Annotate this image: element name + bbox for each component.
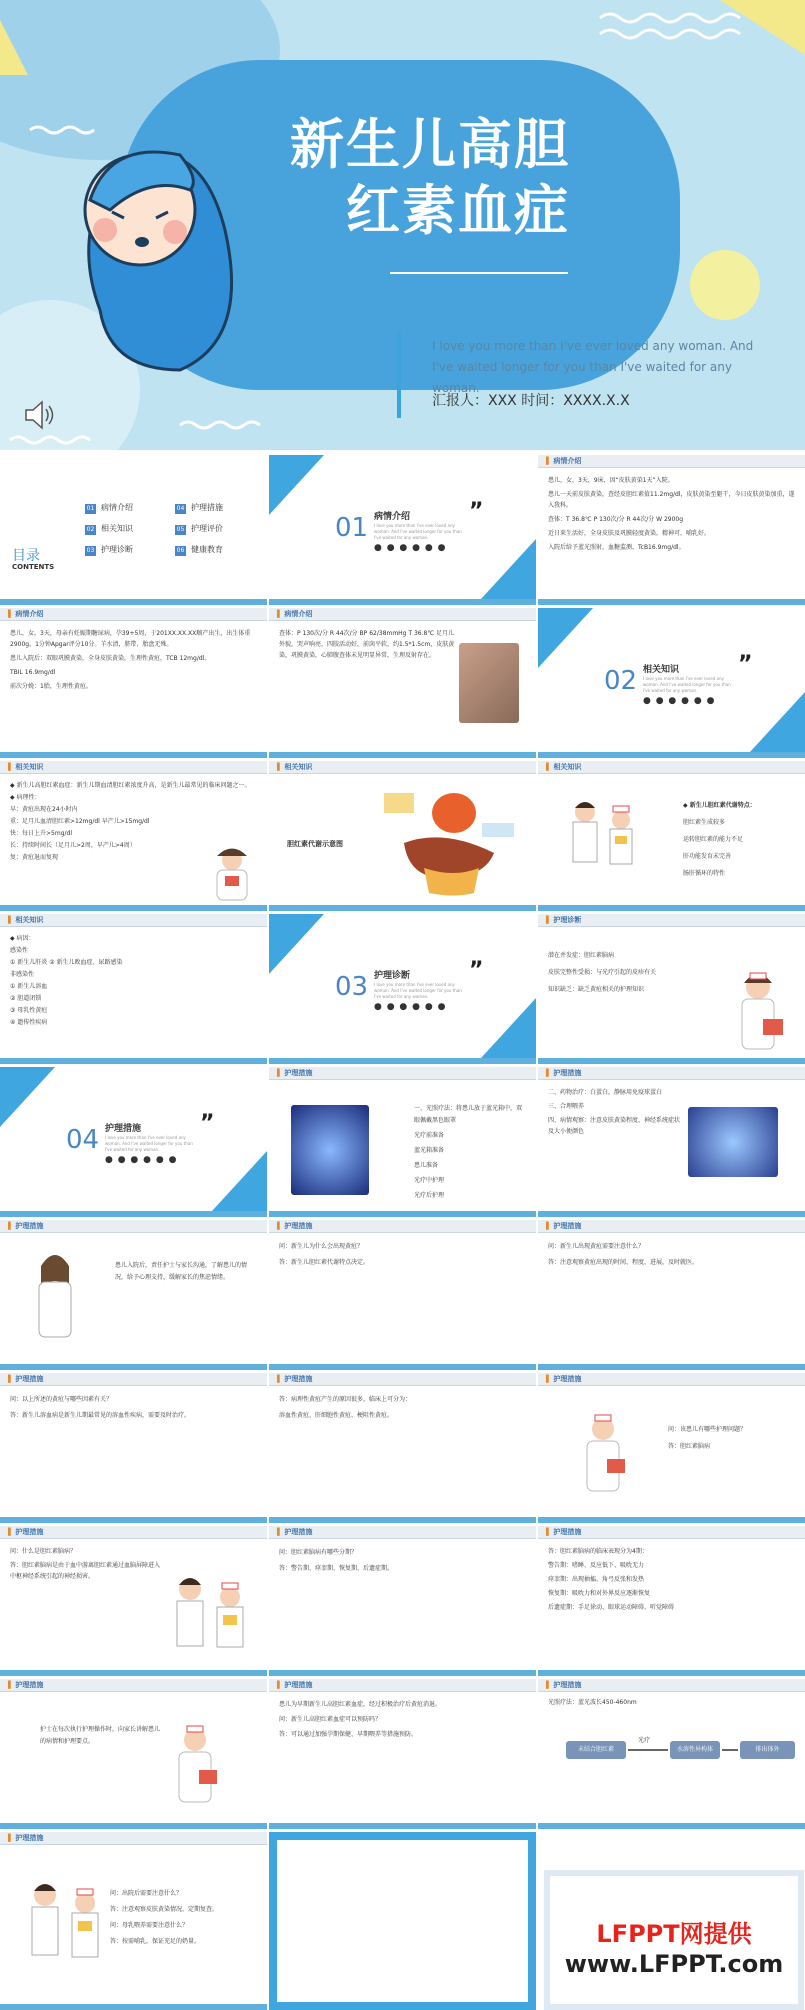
content-slide xyxy=(269,1679,536,1829)
content-slide xyxy=(0,914,267,1064)
watermark-ad xyxy=(544,1870,804,2010)
slide-header: ▌ 护理措施 xyxy=(0,1373,267,1386)
slide-header: ▌ 护理措施 xyxy=(538,1067,805,1080)
bilirubin-diagram xyxy=(374,783,524,903)
content-slide xyxy=(538,1526,805,1676)
slide-body: 患儿，女，3天，9床，因“皮肤黄染1天”入院。 患儿一天前皮肤黄染，查经皮胆红素值11.2mg/dl，皮肤黄染至躯干，今日皮肤黄染加重，遂入我科。 查体：T 36.8℃ P 130次/分 R 44次/分 W 2900g 近日来生活好，全身皮肤及巩膜轻度黄染，精神可，哺乳好。 入院后给予蓝光照射，血糖监测，TcB16.9mg/dl。 xyxy=(548,477,795,551)
incubator-photo xyxy=(688,1107,778,1177)
section-title: 相关知识 xyxy=(643,665,680,675)
flow-box: 水溶性异构体 xyxy=(670,1741,720,1759)
content-slide xyxy=(538,1067,805,1217)
slide-header: ▌ 病情介绍 xyxy=(269,608,536,621)
accent-bar xyxy=(397,332,401,418)
content-slide xyxy=(0,761,267,911)
slide-body: 护士在每次执行护理操作时，向家长讲解患儿的病情和护理要点。 xyxy=(40,1726,161,1745)
title-underline xyxy=(390,272,568,274)
section-slide-04 xyxy=(0,1067,267,1217)
slide-body: 答：胆红素脑病的临床表现分为4期： 警告期：嗜睡、反应低下、吸吮无力 痉挛期：出现抽搐、角弓反张和发热 恢复期：吸吮力和对外界反应逐渐恢复 后遗症期：手足徐动、眼球运动障碍、听觉障碍 xyxy=(548,1548,675,1611)
doctors-illustration xyxy=(563,796,643,876)
slide-body: 问：新生儿出现黄疸需要注意什么？ 答：注意观察黄疸出现的时间、程度、进展，及时就医。 xyxy=(548,1243,699,1266)
slide-body: ◆ 新生儿高胆红素血症：新生儿期血清胆红素浓度升高，是新生儿最常见的临床问题之一。 ◆ 病理性： 早：黄疸出现在24小时内 重：足月儿血清胆红素>12mg/dl 早产儿>15mg/dl 快：每日上升>5mg/dl 长：持续时间长（足月儿>2周，早产儿>4周） 复：黄疸退而复现 xyxy=(10,782,251,861)
cover-subtitle: I love you more than I've ever loved any woman. And I've waited longer for you than I've waited for any woman. xyxy=(432,339,754,395)
content-slide xyxy=(0,608,267,758)
phototherapy-photo xyxy=(291,1105,369,1195)
ad-line-2: www.LFPPT.com xyxy=(564,1950,784,1978)
diagram-label: 胆红素代谢示意图 xyxy=(287,840,343,848)
section-title: 病情介绍 xyxy=(374,512,411,522)
speaker-icon[interactable] xyxy=(22,398,56,432)
content-slide xyxy=(0,1679,267,1829)
nurse-illustration xyxy=(165,1724,225,1814)
baby-photo xyxy=(459,643,519,723)
slide-header: ▌ 护理措施 xyxy=(0,1832,267,1845)
section-subtitle: I love you more than I've ever loved any woman. And I've waited longer for you than I've waited for any woman. xyxy=(643,676,731,693)
toc-item[interactable]: 06 健康教育 xyxy=(176,545,223,554)
slide-header: ▌ 护理措施 xyxy=(269,1373,536,1386)
slide-header: ▌ 相关知识 xyxy=(0,914,267,927)
toc-title-en: CONTENTS xyxy=(12,563,55,571)
slide-body: 问：以上所述的黄疸与哪些因素有关？ 答：新生儿溶血病是新生儿期最常见的溶血性疾病，需要及时治疗。 xyxy=(10,1396,191,1419)
quote-mark: ” xyxy=(469,958,484,983)
content-slide xyxy=(538,914,805,1064)
quote-mark: ” xyxy=(738,652,753,677)
slide-header: ▌ 护理措施 xyxy=(538,1679,805,1692)
content-slide xyxy=(0,1832,267,2010)
slide-header: ▌ 护理措施 xyxy=(269,1679,536,1692)
slide-body: 潜在并发症：胆红素脑病 皮肤完整性受损：与光疗引起的皮疹有关 知识缺乏：缺乏黄疸相关的护理知识 xyxy=(548,952,657,993)
slide-body: 患儿入院后，责任护士与家长沟通，了解患儿的情况，给予心理支持，缓解家长的焦虑情绪。 xyxy=(115,1262,248,1281)
section-number: 02 xyxy=(604,666,638,696)
slide-header: ▌ 护理措施 xyxy=(538,1373,805,1386)
quote-mark: ” xyxy=(200,1111,215,1136)
doctors-illustration xyxy=(165,1571,255,1661)
content-slide xyxy=(269,1220,536,1370)
content-slide xyxy=(538,761,805,911)
section-number: 04 xyxy=(66,1125,100,1155)
toc-item[interactable]: 02 相关知识 xyxy=(86,524,133,533)
slide-header: ▌ 护理措施 xyxy=(0,1679,267,1692)
slide-body: ◆ 新生儿胆红素代谢特点： 胆红素生成较多 运转胆红素的能力不足 肝功能发育未完善 肠肝循环的特性 xyxy=(683,802,756,877)
section-subtitle: I love you more than I've ever loved any woman. And I've waited longer for you than I've waited for any woman. xyxy=(374,982,462,999)
cover-title: 新生儿高胆红素血症 xyxy=(290,113,570,242)
slide-body: 查体：P 130次/分 R 44次/分 BP 62/38mmHg T 36.8℃ 足月儿外貌，哭声响亮，四肢活动好，前囟平软，约1.5*1.5cm，皮肤黄染，巩膜黄染，心肺腹查体未见明显异常，生理反射存在。 xyxy=(279,630,455,659)
quote-mark: ” xyxy=(469,499,484,524)
slide-body: 问：出院后需要注意什么？ 答：注意观察皮肤黄染情况，定期复查。 问：母乳喂养需要注意什么？ 答：按需哺乳，保证充足的奶量。 xyxy=(110,1890,219,1945)
content-slide xyxy=(0,1526,267,1676)
slide-header: ▌ 护理措施 xyxy=(0,1220,267,1233)
baby-illustration xyxy=(50,120,260,380)
content-slide xyxy=(269,608,536,758)
section-subtitle: I love you more than I've ever loved any woman. And I've waited longer for you than I've waited for any woman. xyxy=(374,523,462,540)
slide-body: 问：胆红素脑病有哪些分期？ 答：警告期、痉挛期、恢复期、后遗症期。 xyxy=(279,1549,394,1572)
section-dots: ● ● ● ● ● ● xyxy=(374,1002,447,1012)
content-slide xyxy=(0,1220,267,1370)
section-number: 01 xyxy=(335,513,369,543)
content-slide xyxy=(538,1373,805,1523)
slide-header: ▌ 相关知识 xyxy=(269,761,536,774)
doctor-illustration xyxy=(25,1250,85,1350)
toc-title: 目录 xyxy=(12,548,40,564)
slide-body: 患儿为早期新生儿高胆红素血症，经过积极治疗后黄疸消退。 问：新生儿高胆红素血症可以预防吗？ 答：可以通过加强孕期保健、早期喂养等措施预防。 xyxy=(279,1701,442,1738)
nurse-illustration xyxy=(573,1413,633,1503)
section-slide-02 xyxy=(538,608,805,758)
slide-header: ▌ 护理措施 xyxy=(269,1526,536,1539)
toc-item[interactable]: 04 护理措施 xyxy=(176,503,223,512)
flow-arrow xyxy=(628,1749,668,1751)
slide-header: ▌ 护理措施 xyxy=(538,1526,805,1539)
flow-arrow xyxy=(722,1749,738,1751)
slide-header: ▌ 病情介绍 xyxy=(538,455,805,468)
toc-slide xyxy=(0,455,267,605)
nurse-illustration xyxy=(205,846,260,906)
slide-body: 问：该患儿有哪些护理问题？ 答：胆红素脑病 xyxy=(668,1426,747,1450)
toc-item[interactable]: 01 病情介绍 xyxy=(86,503,133,512)
section-dots: ● ● ● ● ● ● xyxy=(374,543,447,553)
flow-box: 未结合胆红素 xyxy=(566,1741,626,1759)
slide-body: 患儿，女，3天，母亲有妊娠期糖尿病，孕39+5周，于201XX.XX.XX顺产出生，出生体重2900g，1分钟Apgar评分10分。羊水清，脐带、胎盘无殊。 患儿入院后：双眼巩膜黄染，全身皮肤黄染，生理性黄疸，TCB 12mg/dl。 TBIL 16.9mg/dl 前次分娩：1胎，生理性黄疸。 xyxy=(10,630,251,690)
slide-body: 光照疗法：蓝光波长450-460nm xyxy=(548,1699,637,1706)
content-slide xyxy=(538,1679,805,1829)
cover-slide xyxy=(0,0,805,450)
content-slide xyxy=(538,455,805,605)
section-dots: ● ● ● ● ● ● xyxy=(105,1155,178,1165)
slide-body: 答：病理性黄疸产生的原因很多，临床上可分为： 溶血性黄疸、肝细胞性黄疸、梗阻性黄疸。 xyxy=(279,1396,412,1419)
content-slide xyxy=(538,1220,805,1370)
slide-body: 问：什么是胆红素脑病？ 答：胆红素脑病是由于血中游离胆红素通过血脑屏障进入中枢神经系统引起的神经损害。 xyxy=(10,1548,161,1580)
toc-item[interactable]: 05 护理评价 xyxy=(176,524,223,533)
section-subtitle: I love you more than I've ever loved any woman. And I've waited longer for you than I've waited for any woman. xyxy=(105,1135,193,1152)
slide-body: 问：新生儿为什么会出现黄疸？ 答：新生儿胆红素代谢特点决定。 xyxy=(279,1243,370,1266)
doctors-illustration xyxy=(20,1877,110,1977)
content-slide xyxy=(269,1373,536,1523)
ad-line-1: LFPPT网提供 xyxy=(596,1920,752,1948)
toc-item[interactable]: 03 护理诊断 xyxy=(86,545,133,554)
section-number: 03 xyxy=(335,972,369,1002)
slide-header: ▌ 病情介绍 xyxy=(0,608,267,621)
slide-body: 一、光照疗法：将患儿放于蓝光箱中，双眼佩戴黑色眼罩 光疗前准备 蓝光箱准备 患儿准备 光疗中护理 光疗后护理 xyxy=(414,1105,523,1199)
slide-header: ▌ 护理措施 xyxy=(538,1220,805,1233)
content-slide xyxy=(269,761,536,911)
section-title: 护理措施 xyxy=(105,1124,142,1134)
section-dots: ● ● ● ● ● ● xyxy=(643,696,716,706)
slide-header: ▌ 护理措施 xyxy=(0,1526,267,1539)
slide-header: ▌ 护理诊断 xyxy=(538,914,805,927)
nurse-illustration xyxy=(718,969,798,1059)
slide-header: ▌ 相关知识 xyxy=(0,761,267,774)
slide-header: ▌ 相关知识 xyxy=(538,761,805,774)
slide-header: ▌ 护理措施 xyxy=(269,1220,536,1233)
slide-header: ▌ 护理措施 xyxy=(269,1067,536,1080)
blank-slide xyxy=(269,1832,536,2010)
content-slide xyxy=(269,1526,536,1676)
slide-body: ◆ 病因： 感染性 ① 新生儿肝炎 ② 新生儿败血症、尿路感染 非感染性 ① 新生儿溶血 ② 胆道闭锁 ③ 母乳性黄疸 ④ 遗传性疾病 xyxy=(10,935,123,1026)
section-slide-01 xyxy=(269,455,536,605)
content-slide xyxy=(269,1067,536,1217)
section-title: 护理诊断 xyxy=(374,971,411,981)
flow-label: 光疗 xyxy=(638,1737,651,1744)
content-slide xyxy=(0,1373,267,1523)
reporter-line: 汇报人：XXX 时间：XXXX.X.X xyxy=(432,393,630,409)
slide-body: 二、药物治疗：白蛋白，静脉用免疫球蛋白 三、合理喂养 四、病情观察：注意皮肤黄染程度、神经系统症状及大小便颜色 xyxy=(548,1089,681,1135)
section-slide-03 xyxy=(269,914,536,1064)
flow-box: 排出体外 xyxy=(740,1741,795,1759)
